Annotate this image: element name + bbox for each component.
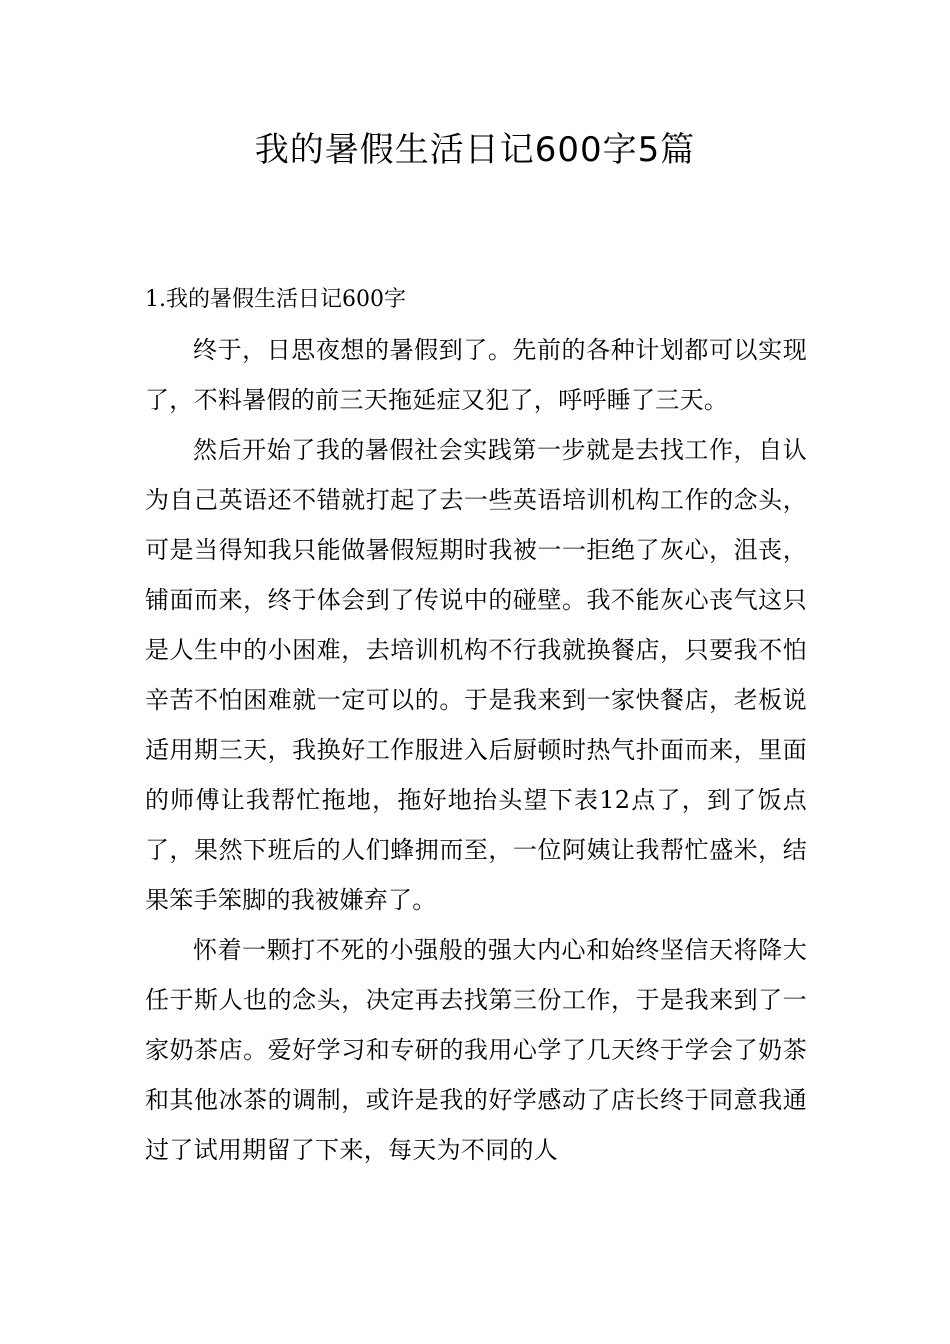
document-body [145,275,807,1175]
document-title: 我的暑假生活日记600字5篇 [254,130,696,170]
section-heading: 1.我的暑假生活日记600字 [145,287,406,312]
paragraph-1: 终于，日思夜想的暑假到了。先前的各种计划都可以实现了，不料暑假的前三天拖延症又犯了，呼呼睡了三天。 [145,336,807,414]
paragraph-3: 怀着一颗打不死的小强般的强大内心和始终坚信天将降大任于斯人也的念头，决定再去找第三份工作，于是我来到了一家奶茶店。爱好学习和专研的我用心学了几天终于学会了奶茶和其他冰茶的调制，或许是我的好学感动了店长终于同意我通过了试用期留了下来，每天为不同的人 [145,936,807,1164]
paragraph-2: 然后开始了我的暑假社会实践第一步就是去找工作，自认为自己英语还不错就打起了去一些英语培训机构工作的念头，可是当得知我只能做暑假短期时我被一一拒绝了灰心，沮丧，铺面而来，终于体会到了传说中的碰壁。我不能灰心丧气这只是人生中的小困难，去培训机构不行我就换餐店，只要我不怕辛苦不怕困难就一定可以的。于是我来到一家快餐店，老板说适用期三天，我换好工作服进入后厨顿时热气扑面而来，里面的师傅让我帮忙拖地，拖好地抬头望下表12点了，到了饭点了，果然下班后的人们蜂拥而至，一位阿姨让我帮忙盛米，结果笨手笨脚的我被嫌弃了。 [145,436,807,914]
